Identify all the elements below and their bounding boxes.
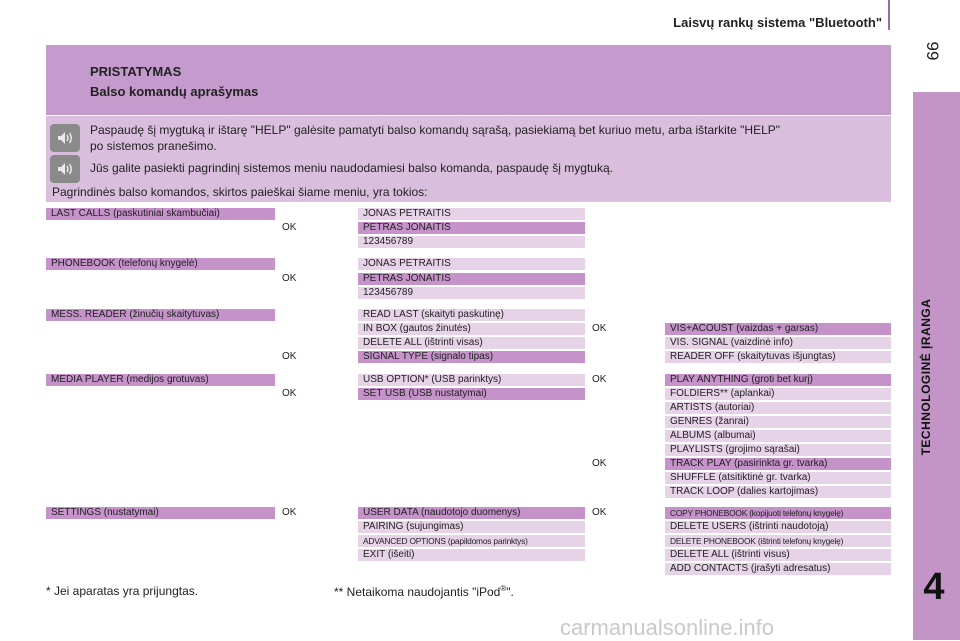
footnote-ipod-end: ". — [506, 585, 514, 599]
menu-option: VIS. SIGNAL (vaizdinė info) — [665, 337, 891, 349]
menu-item: READ LAST (skaityti paskutinę) — [358, 309, 585, 321]
intro-help-text-cont: po sistemos pranešimo. — [90, 139, 217, 153]
registered-mark: ® — [500, 584, 507, 593]
menu-item: ADVANCED OPTIONS (papildomos parinktys) — [358, 535, 585, 547]
footnote-ipod-text: ** Netaikoma naudojantis "iPod — [334, 585, 501, 599]
menu-item: 123456789 — [358, 287, 585, 299]
menu-option: VIS+ACOUST (vaizdas + garsas) — [665, 323, 891, 335]
menu-item: JONAS PETRAITIS — [358, 208, 585, 220]
ok-marker: OK — [282, 388, 297, 399]
intro-commands-text: Pagrindinės balso komandos, skirtos paieškai šiame meniu, yra tokios: — [52, 185, 428, 199]
voice-command-button-icon — [50, 124, 80, 152]
ok-marker: OK — [592, 374, 607, 385]
menu-option: COPY PHONEBOOK (kopijuoti telefonų knygelę) — [665, 507, 891, 519]
menu-option: TRACK LOOP (dalies kartojimas) — [665, 486, 891, 498]
chapter-number: 4 — [923, 566, 945, 608]
footnote-ipod — [334, 584, 514, 599]
section-subtitle: Balso komandų aprašymas — [90, 84, 259, 99]
menu-item: PETRAS JONAITIS — [358, 222, 585, 234]
menu-option: ALBUMS (albumai) — [665, 430, 891, 442]
header-divider — [888, 0, 890, 30]
menu-option: ADD CONTACTS (įrašyti adresatus) — [665, 563, 891, 575]
intro-help-text: Paspaudę šį mygtuką ir ištarę "HELP" galėsite pamatyti balso komandų sąrašą, pasiekiamą bet kuriuo metu, arba ištarkite "HELP" — [90, 123, 781, 137]
menu-option: ARTISTS (autoriai) — [665, 402, 891, 414]
footnote-connected: * Jei aparatas yra prijungtas. — [46, 584, 199, 598]
menu-option: SHUFFLE (atsitiktinė gr. tvarka) — [665, 472, 891, 484]
menu-option: PLAYLISTS (grojimo sąrašai) — [665, 444, 891, 456]
voice-command-button-icon — [50, 155, 80, 183]
ok-marker: OK — [592, 507, 607, 518]
menu-item: DELETE ALL (ištrinti visas) — [358, 337, 585, 349]
page-number: 99 — [923, 41, 942, 61]
section-title: PRISTATYMAS — [90, 64, 182, 79]
menu-option: READER OFF (skaitytuvas išjungtas) — [665, 351, 891, 363]
menu-item: 123456789 — [358, 236, 585, 248]
chapter-label: TECHNOLOGINĖ ĮRANGA — [919, 298, 933, 456]
ok-marker: OK — [282, 222, 297, 233]
intro-main-menu-text: Jūs galite pasiekti pagrindinį sistemos meniu naudodamiesi balso komanda, paspaudę šį mygtuką. — [90, 161, 613, 175]
menu-option: GENRES (žanrai) — [665, 416, 891, 428]
ok-marker: OK — [282, 507, 297, 518]
watermark: carmanualsonline.info — [560, 615, 775, 640]
menu-option: FOLDIERS** (aplankai) — [665, 388, 891, 400]
menu-option: DELETE USERS (ištrinti naudotoją) — [665, 521, 891, 533]
menu-item: EXIT (išeiti) — [358, 549, 585, 561]
menu-item: PETRAS JONAITIS — [358, 273, 585, 285]
ok-marker: OK — [282, 273, 297, 284]
menu-item: SET USB (USB nustatymai) — [358, 388, 585, 400]
menu-option: DELETE ALL (ištrinti visus) — [665, 549, 891, 561]
menu-item: USB OPTION* (USB parinktys) — [358, 374, 585, 386]
menu-item: PAIRING (sujungimas) — [358, 521, 585, 533]
menu-option: TRACK PLAY (pasirinkta gr. tvarka) — [665, 458, 891, 470]
menu-item: USER DATA (naudotojo duomenys) — [358, 507, 585, 519]
ok-marker: OK — [592, 458, 607, 469]
menu-option: DELETE PHONEBOOK (ištrinti telefonų knygelę) — [665, 535, 891, 547]
menu-item: JONAS PETRAITIS — [358, 258, 585, 270]
menu-item: SIGNAL TYPE (signalo tipas) — [358, 351, 585, 363]
menu-mess-reader: MESS. READER (žinučių skaitytuvas) — [46, 309, 275, 321]
menu-item: IN BOX (gautos žinutės) — [358, 323, 585, 335]
intro-header-box — [46, 45, 891, 116]
menu-media-player: MEDIA PLAYER (medijos grotuvas) — [46, 374, 275, 386]
menu-settings: SETTINGS (nustatymai) — [46, 507, 275, 519]
menu-phonebook: PHONEBOOK (telefonų knygelė) — [46, 258, 275, 270]
page-header-title: Laisvų rankų sistema "Bluetooth" — [673, 15, 882, 30]
ok-marker: OK — [282, 351, 297, 362]
menu-last-calls: LAST CALLS (paskutiniai skambučiai) — [46, 208, 275, 220]
intro-separator — [46, 115, 891, 116]
menu-option: PLAY ANYTHING (groti bet kurį) — [665, 374, 891, 386]
ok-marker: OK — [592, 323, 607, 334]
